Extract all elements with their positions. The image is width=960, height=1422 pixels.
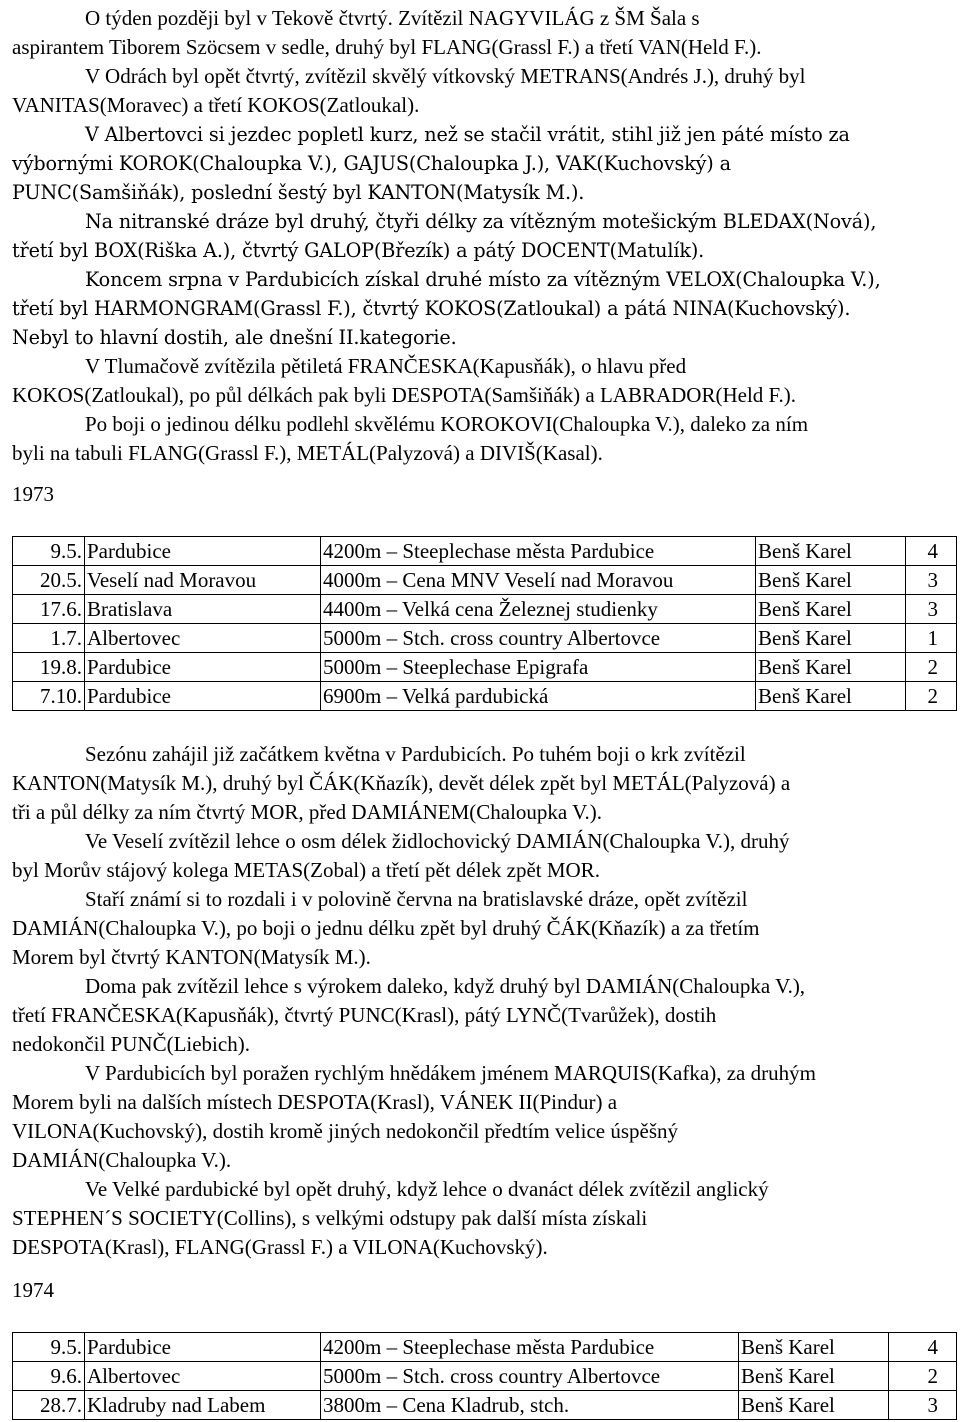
results-table-1974 [12, 1332, 957, 1420]
cell-race: 4200m – Steeplechase města Pardubice [321, 537, 756, 566]
paragraph [12, 885, 957, 972]
paragraph-line: byli na tabuli FLANG(Grassl F.), METÁL(Palyzová) a DIVIŠ(Kasal). [12, 441, 603, 465]
paragraph-line: třetí byl HARMONGRAM(Grassl F.), čtvrtý KOKOS(Zatloukal) a pátá NINA(Kuchovský). [12, 297, 851, 320]
cell-date: 7.10. [13, 682, 85, 711]
cell-rider: Benš Karel [756, 624, 906, 653]
paragraph-line: DESPOTA(Krasl), FLANG(Grassl F.) a VILONA(Kuchovský). [12, 1235, 548, 1259]
year-heading-1973: 1973 [12, 482, 54, 506]
cell-place: Pardubice [85, 537, 321, 566]
paragraph-line: Staří známí si to rozdali i v polovině června na bratislavské dráze, opět zvítězil [85, 887, 748, 911]
paragraph-line: byl Morův stájový kolega METAS(Zobal) a třetí pět délek zpět MOR. [12, 858, 600, 882]
cell-rider: Benš Karel [756, 653, 906, 682]
paragraph-line: Nebyl to hlavní dostih, ale dnešní II.kategorie. [12, 326, 457, 349]
paragraph-line: tři a půl délky za ním čtvrtý MOR, před DAMIÁNEM(Chaloupka V.). [12, 800, 603, 824]
table-row [13, 682, 957, 711]
cell-race: 4000m – Cena MNV Veselí nad Moravou [321, 566, 756, 595]
paragraph-line: aspirantem Tiborem Szöcsem v sedle, druhý byl FLANG(Grassl F.) a třetí VAN(Held F.). [12, 35, 762, 59]
cell-rank: 3 [906, 566, 957, 595]
cell-rank: 3 [906, 595, 957, 624]
table-row [13, 595, 957, 624]
paragraph-line: V Tlumačově zvítězila pětiletá FRANČESKA(Kapusňák), o hlavu před [85, 354, 687, 378]
paragraph-line: Sezónu zahájil již začátkem května v Pardubicích. Po tuhém boji o krk zvítězil [85, 742, 746, 766]
paragraph-line: Ve Velké pardubické byl opět druhý, když lehce o dvanáct délek zvítězil anglický [85, 1177, 769, 1201]
cell-place: Kladruby nad Labem [85, 1391, 321, 1420]
paragraph-line: DAMIÁN(Chaloupka V.). [12, 1148, 232, 1172]
cell-place: Veselí nad Moravou [85, 566, 321, 595]
cell-rank: 2 [906, 653, 957, 682]
cell-rank: 1 [906, 624, 957, 653]
paragraph-line: třetí byl BOX(Riška A.), čtvrtý GALOP(Březík) a pátý DOCENT(Matulík). [12, 239, 705, 262]
paragraph-line: DAMIÁN(Chaloupka V.), po boji o jednu délku zpět byl druhý ČÁK(Kňazík) a za třetím [12, 916, 760, 940]
cell-race: 4400m – Velká cena Železnej studienky [321, 595, 756, 624]
paragraph-line: O týden později byl v Tekově čtvrtý. Zvítězil NAGYVILÁG z ŠM Šala s [85, 6, 700, 30]
year-heading-1974: 1974 [12, 1278, 54, 1302]
paragraph [12, 4, 957, 62]
cell-place: Albertovec [85, 1362, 321, 1391]
paragraph-line: V Albertovci si jezdec popletl kurz, než se stačil vrátit, stihl již jen páté místo za [85, 123, 850, 146]
paragraph-line: Ve Veselí zvítězil lehce o osm délek židlochovický DAMIÁN(Chaloupka V.), druhý [85, 829, 790, 853]
cell-date: 1.7. [13, 624, 85, 653]
cell-rider: Benš Karel [756, 595, 906, 624]
paragraph-line: STEPHEN´S SOCIETY(Collins), s velkými odstupy pak další místa získali [12, 1206, 648, 1230]
table-row [13, 1391, 957, 1420]
paragraph-line: nedokončil PUNČ(Liebich). [12, 1032, 250, 1056]
cell-rider: Benš Karel [756, 682, 906, 711]
cell-place: Albertovec [85, 624, 321, 653]
cell-rank: 2 [906, 682, 957, 711]
cell-date: 28.7. [13, 1391, 85, 1420]
cell-race: 6900m – Velká pardubická [321, 682, 756, 711]
paragraph-line: PUNC(Samšiňák), poslední šestý byl KANTON(Matysík M.). [12, 181, 585, 204]
cell-date: 9.5. [13, 537, 85, 566]
paragraph-line: V Odrách byl opět čtvrtý, zvítězil skvělý vítkovský METRANS(Andrés J.), druhý byl [85, 64, 806, 88]
table-row [13, 653, 957, 682]
paragraph-line: Morem byl čtvrtý KANTON(Matysík M.). [12, 945, 371, 969]
paragraph [12, 352, 957, 410]
paragraph [12, 740, 957, 827]
paragraph [12, 1175, 957, 1262]
paragraph-line: třetí FRANČESKA(Kapusňák), čtvrtý PUNC(Krasl), pátý LYNČ(Tvarůžek), dostih [12, 1003, 717, 1027]
paragraph-line: Doma pak zvítězil lehce s výrokem daleko, když druhý byl DAMIÁN(Chaloupka V.), [85, 974, 806, 998]
paragraph [12, 1059, 957, 1175]
cell-race: 5000m – Steeplechase Epigrafa [321, 653, 756, 682]
cell-race: 3800m – Cena Kladrub, stch. [321, 1391, 739, 1420]
cell-date: 17.6. [13, 595, 85, 624]
cell-rider: Benš Karel [756, 566, 906, 595]
paragraph [12, 410, 957, 468]
cell-place: Bratislava [85, 595, 321, 624]
paragraph [12, 62, 957, 120]
paragraph-line: KANTON(Matysík M.), druhý byl ČÁK(Kňazík), devět délek zpět byl METÁL(Palyzová) a [12, 771, 791, 795]
paragraph [12, 207, 957, 265]
paragraph-line: V Pardubicích byl poražen rychlým hnědákem jménem MARQUIS(Kafka), za druhým [85, 1061, 816, 1085]
paragraph-line: Koncem srpna v Pardubicích získal druhé místo za vítězným VELOX(Chaloupka V.), [85, 268, 881, 291]
cell-rank: 4 [906, 537, 957, 566]
cell-date: 20.5. [13, 566, 85, 595]
cell-race: 4200m – Steeplechase města Pardubice [321, 1333, 739, 1362]
paragraph-line: Na nitranské dráze byl druhý, čtyři délky za vítězným motešickým BLEDAX(Nová), [85, 210, 877, 233]
results-table-1973 [12, 536, 957, 711]
paragraph [12, 827, 957, 885]
table-row [13, 624, 957, 653]
paragraph-line: výbornými KOROK(Chaloupka V.), GAJUS(Chaloupka J.), VAK(Kuchovský) a [12, 152, 731, 175]
cell-rider: Benš Karel [739, 1362, 889, 1391]
paragraph-line: VILONA(Kuchovský), dostih kromě jiných nedokončil předtím velice úspěšný [12, 1119, 679, 1143]
cell-rank: 4 [889, 1333, 957, 1362]
cell-rider: Benš Karel [756, 537, 906, 566]
paragraph [12, 972, 957, 1059]
paragraph-line: Morem byli na dalších místech DESPOTA(Krasl), VÁNEK II(Pindur) a [12, 1090, 618, 1114]
paragraph [12, 265, 957, 352]
cell-race: 5000m – Stch. cross country Albertovce [321, 1362, 739, 1391]
cell-date: 9.6. [13, 1362, 85, 1391]
table-row [13, 1333, 957, 1362]
commentary-1973 [12, 740, 957, 1262]
cell-rank: 2 [889, 1362, 957, 1391]
paragraph [12, 120, 957, 207]
intro-text [12, 4, 957, 468]
paragraph-line: Po boji o jedinou délku podlehl skvělému KOROKOVI(Chaloupka V.), daleko za ním [85, 412, 809, 436]
table-row [13, 537, 957, 566]
table-row [13, 566, 957, 595]
cell-date: 19.8. [13, 653, 85, 682]
cell-race: 5000m – Stch. cross country Albertovce [321, 624, 756, 653]
table-row [13, 1362, 957, 1391]
cell-place: Pardubice [85, 1333, 321, 1362]
cell-rank: 3 [889, 1391, 957, 1420]
paragraph-line: VANITAS(Moravec) a třetí KOKOS(Zatloukal). [12, 93, 420, 117]
cell-place: Pardubice [85, 682, 321, 711]
paragraph-line: KOKOS(Zatloukal), po půl délkách pak byli DESPOTA(Samšiňák) a LABRADOR(Held F.). [12, 383, 797, 407]
cell-rider: Benš Karel [739, 1391, 889, 1420]
cell-place: Pardubice [85, 653, 321, 682]
cell-date: 9.5. [13, 1333, 85, 1362]
cell-rider: Benš Karel [739, 1333, 889, 1362]
